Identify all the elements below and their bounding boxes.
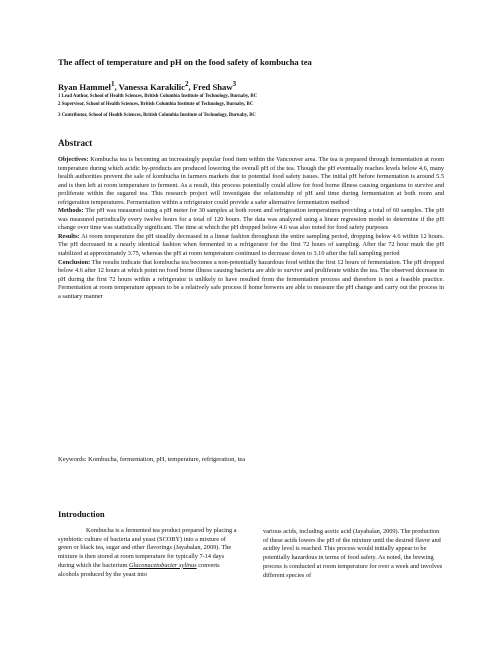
author-3: , Fred Shaw: [188, 81, 233, 92]
keywords-line: Keywords: Kombucha, fermentation, pH, temperature, refrigeration, tea: [58, 456, 246, 463]
author-line: [58, 80, 236, 92]
author-2-superscript: 2: [184, 80, 189, 88]
abstract-results: [58, 233, 444, 259]
conclusion-label: Conclusion:: [58, 258, 91, 266]
methods-text: The pH was measured using a pH meter for 30 samples at both room and refrigeration temperatures providing a total of 60 samples. The pH was measured periodically every twelve hours for a total of 120 hours. The data was analyzed using a linear regression model to determine if the pH change over time was statistically significant. The time at which the pH dropped below 4.6 was also noted for food safety purposes: [58, 207, 444, 232]
abstract-objectives: [58, 156, 444, 207]
abstract-heading: Abstract: [58, 138, 93, 148]
intro-right-paragraph: various acids, including acetic acid (Jayabalan, 2009). The production of these acids lowers the pH of the mixture until the desired flavor and acidity level is reached. This process would initially appear to be potentially hazardous in terms of food safety. As noted, the brewing process is conducted at room temperature for over a week and involves different species of: [263, 528, 443, 579]
author-3-superscript: 3: [232, 80, 237, 88]
intro-left-text-1: Kombucha is a fermented tea product prepared by placing a symbiotic culture of bacteria and yeast (SCOBY) into a mixture of green or black tea, sugar and other flavorings (Jayabalan, 2009). The mixture is then stored at room temperature for typically 7-14 days during which the bacterium: [58, 527, 237, 569]
abstract-conclusion: [58, 259, 444, 302]
abstract-body: [58, 156, 444, 301]
abstract-methods: [58, 207, 444, 233]
results-text: At room temperature the pH steadily decreased in a linear fashion throughout the entire sampling period, dropping below 4.6 within 12 hours. The pH decreased in a nearly identical fashion when fermented in a refrigerator for the first 72 hours of sampling. After the 72 hour mark the pH stabilized at approximately 3.75, whereas the pH at room temperature continued to decrease down to 3.10 after the full sampling period: [58, 232, 444, 258]
intro-left-column: [58, 527, 238, 579]
methods-label: Methods:: [58, 207, 84, 215]
objectives-label: Objectives:: [58, 156, 89, 163]
author-1-superscript: 1: [110, 80, 115, 88]
results-label: Results:: [58, 232, 80, 240]
organism-name: Gluconacetobacter xylinus: [129, 561, 197, 569]
conclusion-text: The results indicate that kombucha tea becomes a non-potentially hazardous food within the first 12 hours of fermentation. The pH dropped below 4.6 after 12 hours at which point no food borne illness causing bacteria are able to survive and proliferate within the tea. The observed decrease in pH during the first 72 hours within a refrigerator is unlikely to have resulted from the fermentation process and therefore is not a feasible practice. Fermentation at room temperature appears to be a relatively safe process if home brewers are able to measure the pH change and carry out the process in a sanitary manner: [58, 258, 444, 300]
objectives-text: Kombucha tea is becoming an increasingly popular food item within the Vancouver area. The tea is prepared through fermentation at room temperature during which acidic by-products are produced lowering the overall pH of the tea. Though the pH eventually reaches levels below 4.6, many health authorities prevent the sale of kombucha in farmers markets due to potential food safety issues. The initial pH before fermentation is around 5.5 and is then left at room temperature to ferment. As a result, this process potentially could allow for food borne illness causing organisms to survive and proliferate within the sugared tea. This research project will investigate the relationship of pH and time during fermentation at both room and refrigeration temperatures. Fermentation within a refrigerator could provide a safer alternative fermentation method: [58, 156, 444, 206]
affiliation-2: 2 Supervisor, School of Health Sciences, British Columbia Institute of Technology, Burnaby, BC: [58, 102, 254, 107]
author-2: , Vanessa Karakilic: [114, 81, 185, 92]
intro-left-paragraph: [58, 527, 238, 579]
introduction-heading: Introduction: [58, 509, 105, 519]
intro-right-column: [263, 528, 443, 580]
affiliation-1: 1 Lead Author, School of Health Sciences, British Columbia Institute of Technology, Burnaby, BC: [58, 94, 258, 99]
author-1: Ryan Hammel: [58, 81, 111, 92]
intro-left-text-2: converts alcohols produced by the yeast into: [58, 561, 220, 578]
affiliation-3: 3 Contributor, School of Health Sciences, British Columbia Institute of Technology, Burnaby, BC: [58, 113, 256, 118]
paper-title: The affect of temperature and pH on the food safety of kombucha tea: [58, 57, 312, 67]
